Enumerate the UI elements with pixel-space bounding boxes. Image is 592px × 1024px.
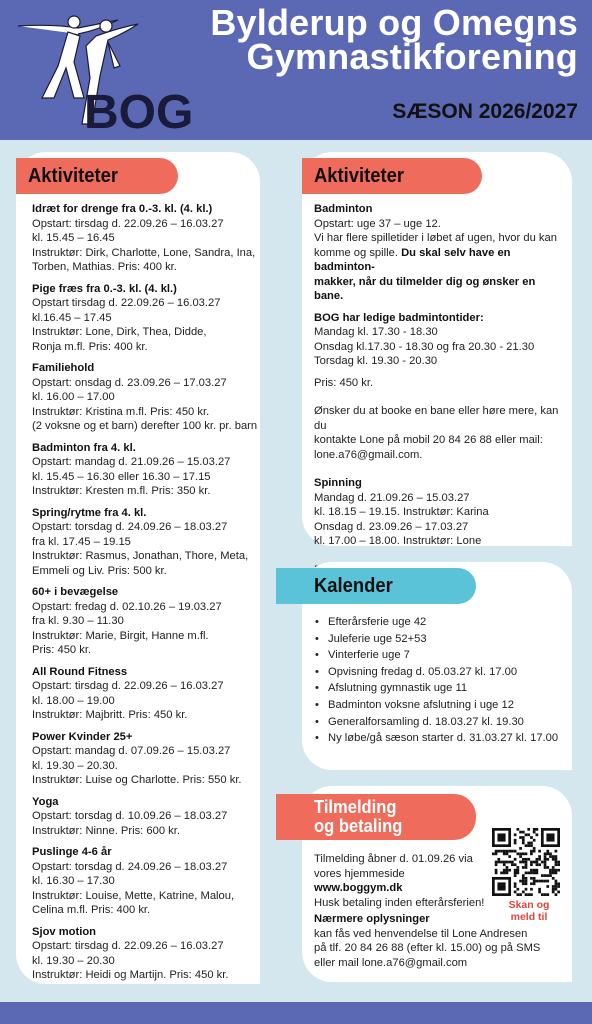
- activities-tab-right: [302, 158, 482, 194]
- activity-detail: Ronja m.fl. Pris: 400 kr.: [32, 340, 148, 353]
- qr-code[interactable]: [492, 828, 560, 896]
- activity-item: [32, 845, 258, 918]
- signup-line: [314, 867, 490, 896]
- calendar-item: • Vinterferie uge 7: [314, 647, 566, 664]
- calendar-item: • Generalforsamling d. 18.03.27 kl. 19.30: [314, 714, 566, 731]
- badminton-line-text: komme og spille.: [314, 246, 402, 259]
- activity-detail: Instruktør: Kristina m.fl. Pris: 450 kr.: [32, 405, 210, 418]
- activity-title: Sjov motion: [32, 925, 97, 938]
- badminton-price: Pris: 450 kr.: [314, 376, 374, 389]
- free-times-title: BOG har ledige badmintontider:: [314, 311, 484, 324]
- activity-detail: Opstart: mandag d. 21.09.26 – 15.03.27: [32, 456, 231, 468]
- activity-detail: Instruktør: Lone, Dirk, Thea, Didde,: [32, 326, 207, 338]
- badminton-note-bold: Du skal selv have en badminton-: [314, 246, 511, 273]
- header-banner: [0, 0, 592, 140]
- activity-detail: Torben, Mathias. Pris: 400 kr.: [32, 261, 177, 273]
- free-time-line: Onsdag kl.17.30 - 18.30 og fra 20.30 - 21.30: [314, 340, 535, 353]
- signup-tab-line-1: Tilmelding: [314, 797, 397, 817]
- more-info-line: på tlf. 20 84 26 88 (efter kl. 15.00) og på SMS: [314, 942, 541, 954]
- free-time-line: Torsdag kl. 19.30 - 20.30: [314, 355, 438, 367]
- page-title: [158, 2, 578, 77]
- activity-detail: Instruktør: Dirk, Charlotte, Lone, Sandra, Ina,: [32, 246, 256, 259]
- badminton-spinning-info: [314, 202, 564, 577]
- activity-detail: Pris: 450 kr.: [32, 644, 92, 656]
- activities-tab-label-right: Aktiviteter: [314, 165, 404, 187]
- activity-detail: Instruktør: Heidi og Martijn. Pris: 450 kr.: [32, 969, 229, 981]
- more-info-title: Nærmere oplysninger: [314, 913, 430, 925]
- website-link[interactable]: www.boggym.dk: [314, 882, 403, 894]
- activity-detail: kl.16.45 – 17.45: [32, 311, 112, 324]
- activity-detail: Instruktør: Louise, Mette, Katrine, Malou,: [32, 889, 235, 902]
- badminton-line: Vi har flere spilletider i løbet af ugen, hvor du kan: [314, 232, 557, 244]
- booking-line: kontakte Lone på mobil 20 84 26 88 eller mail:: [314, 434, 543, 446]
- activity-detail: Opstart tirsdag d. 22.09.26 – 16.03.27: [32, 297, 221, 309]
- activity-detail: kl. 16.00 – 17.00: [32, 391, 115, 403]
- signup-line-text: vores hjemmeside: [314, 867, 405, 880]
- calendar-item: • Afslutning gymnastik uge 11: [314, 680, 566, 697]
- activity-detail: Celina m.fl. Pris: 400 kr.: [32, 904, 151, 916]
- badminton-note-bold: makker, når du tilmelder dig og ønsker en bane.: [314, 275, 536, 302]
- calendar-tab-label: Kalender: [314, 575, 393, 597]
- booking-line: Ønsker du at booke en bane eller høre mere, kan du: [314, 405, 559, 432]
- activity-item: [32, 441, 258, 499]
- season-label: SÆSON 2026/2027: [392, 100, 578, 123]
- title-line-2: Gymnastikforening: [246, 36, 578, 77]
- activity-item: [32, 585, 258, 658]
- activity-item: [32, 282, 258, 355]
- logo-text: BOG: [84, 86, 194, 134]
- activity-item: [32, 361, 258, 434]
- spinning-line: Onsdag d. 23.09.26 – 17.03.27: [314, 520, 469, 533]
- activity-detail: Opstart: tirsdag d. 22.09.26 – 16.03.27: [32, 217, 224, 230]
- badminton-title: Badminton: [314, 203, 373, 215]
- activity-detail: kl. 18.00 – 19.00: [32, 694, 115, 707]
- activity-item: [32, 665, 258, 723]
- activity-detail: fra kl. 17.45 – 19.15: [32, 535, 131, 548]
- more-info-line: eller mail lone.a76@gmail.com: [314, 956, 468, 969]
- more-info-line: kan fås ved henvendelse til Lone Andresen: [314, 927, 528, 940]
- activity-detail: Instruktør: Majbritt. Pris: 450 kr.: [32, 709, 188, 721]
- activity-detail: fra kl. 9.30 – 11.30: [32, 615, 124, 627]
- activity-detail: kl. 19.30 – 20.30: [32, 954, 115, 967]
- calendar-item: • Badminton voksne afslutning i uge 12: [314, 697, 566, 714]
- activity-title: Familiehold: [32, 362, 95, 374]
- activity-title: Power Kvinder 25+: [32, 730, 133, 743]
- activity-detail: Opstart: torsdag d. 10.09.26 – 18.03.27: [32, 810, 228, 822]
- activity-detail: Opstart: torsdag d. 24.09.26 – 18.03.27: [32, 521, 228, 533]
- calendar-item: • Efterårsferie uge 42: [314, 614, 566, 631]
- activity-item: [32, 730, 258, 788]
- signup-line: Husk betaling inden efterårsferien!: [314, 896, 485, 909]
- badminton-line: Opstart: uge 37 – uge 12.: [314, 217, 441, 230]
- calendar-item: • Ny løbe/gå sæson starter d. 31.03.27 kl. 17.00: [314, 730, 566, 747]
- calendar-list: [314, 614, 566, 747]
- spinning-line: kl. 17.00 – 18.00. Instruktør: Lone: [314, 535, 482, 547]
- activity-item: [32, 506, 258, 579]
- activities-tab-left: [16, 158, 178, 194]
- calendar-item: • Juleferie uge 52+53: [314, 631, 566, 648]
- activity-detail: Instruktør: Kresten m.fl. Pris: 350 kr.: [32, 485, 211, 497]
- activity-detail: Instruktør: Luise og Charlotte. Pris: 550 kr.: [32, 774, 242, 786]
- footer-bar: [0, 1002, 592, 1024]
- activity-detail: Instruktør: Ninne. Pris: 600 kr.: [32, 824, 180, 837]
- spinning-title: Spinning: [314, 477, 362, 489]
- activity-detail: Opstart: tirsdag d. 22.09.26 – 16.03.27: [32, 680, 224, 692]
- qr-label-line-2: meld til: [510, 910, 548, 923]
- activity-detail: kl. 19.30 – 20.30.: [32, 759, 118, 772]
- qr-label-line-1: Skan og: [508, 899, 550, 911]
- signup-line: Tilmelding åbner d. 01.09.26 via: [314, 853, 473, 865]
- activity-title: Spring/rytme fra 4. kl.: [32, 506, 147, 519]
- activity-detail: kl. 15.45 – 16.45: [32, 232, 115, 244]
- signup-info: [314, 852, 490, 910]
- title-line-1: Bylderup og Omegns: [210, 2, 578, 43]
- more-info: [314, 912, 564, 970]
- activity-detail: Instruktør: Marie, Birgit, Hanne m.fl.: [32, 629, 209, 642]
- activity-detail: Opstart: mandag d. 07.09.26 – 15.03.27: [32, 745, 231, 757]
- badminton-line: [314, 246, 564, 275]
- calendar-item: • Opvisning fredag d. 05.03.27 kl. 17.00: [314, 664, 566, 681]
- activity-title: Yoga: [32, 795, 59, 808]
- activity-title: Idræt for drenge fra 0.-3. kl. (4. kl.): [32, 203, 213, 215]
- activity-detail: kl. 16.30 – 17.30: [32, 875, 115, 887]
- free-time-line: Mandag kl. 17.30 - 18.30: [314, 326, 438, 338]
- activity-detail: kl. 15.45 – 16.30 eller 16.30 – 17.15: [32, 470, 211, 483]
- calendar-tab: [276, 568, 476, 604]
- activity-title: Badminton fra 4. kl.: [32, 441, 136, 454]
- activity-title: Puslinge 4-6 år: [32, 846, 112, 858]
- activity-title: Pige fræs fra 0.-3. kl. (4. kl.): [32, 282, 177, 295]
- activity-item: [32, 202, 258, 275]
- booking-line: lone.a76@gmail.com.: [314, 448, 423, 461]
- activity-detail: (2 voksne og et barn) derefter 100 kr. pr. barn: [32, 420, 258, 432]
- spinning-line: Mandag d. 21.09.26 – 15.03.27: [314, 491, 470, 504]
- spinning-line: kl. 18.15 – 19.15. Instruktør: Karina: [314, 506, 489, 518]
- activity-detail: Instruktør: Rasmus, Jonathan, Thore, Meta,: [32, 550, 249, 562]
- activity-detail: Opstart: fredag d. 02.10.26 – 19.03.27: [32, 600, 222, 613]
- activity-detail: Opstart: torsdag d. 24.09.26 – 18.03.27: [32, 860, 228, 873]
- activity-title: All Round Fitness: [32, 665, 128, 678]
- signup-tab-line-2: og betaling: [314, 816, 403, 836]
- activity-item: [32, 925, 258, 983]
- activity-detail: Emmeli og Liv. Pris: 500 kr.: [32, 564, 167, 577]
- activity-detail: Opstart: onsdag d. 23.09.26 – 17.03.27: [32, 376, 227, 389]
- activities-list: [32, 202, 258, 990]
- activity-title: 60+ i bevægelse: [32, 586, 119, 598]
- activities-tab-label: Aktiviteter: [28, 165, 118, 187]
- activity-detail: Opstart: tirsdag d. 22.09.26 – 16.03.27: [32, 940, 224, 952]
- activity-item: [32, 795, 258, 839]
- signup-tab: [276, 794, 476, 840]
